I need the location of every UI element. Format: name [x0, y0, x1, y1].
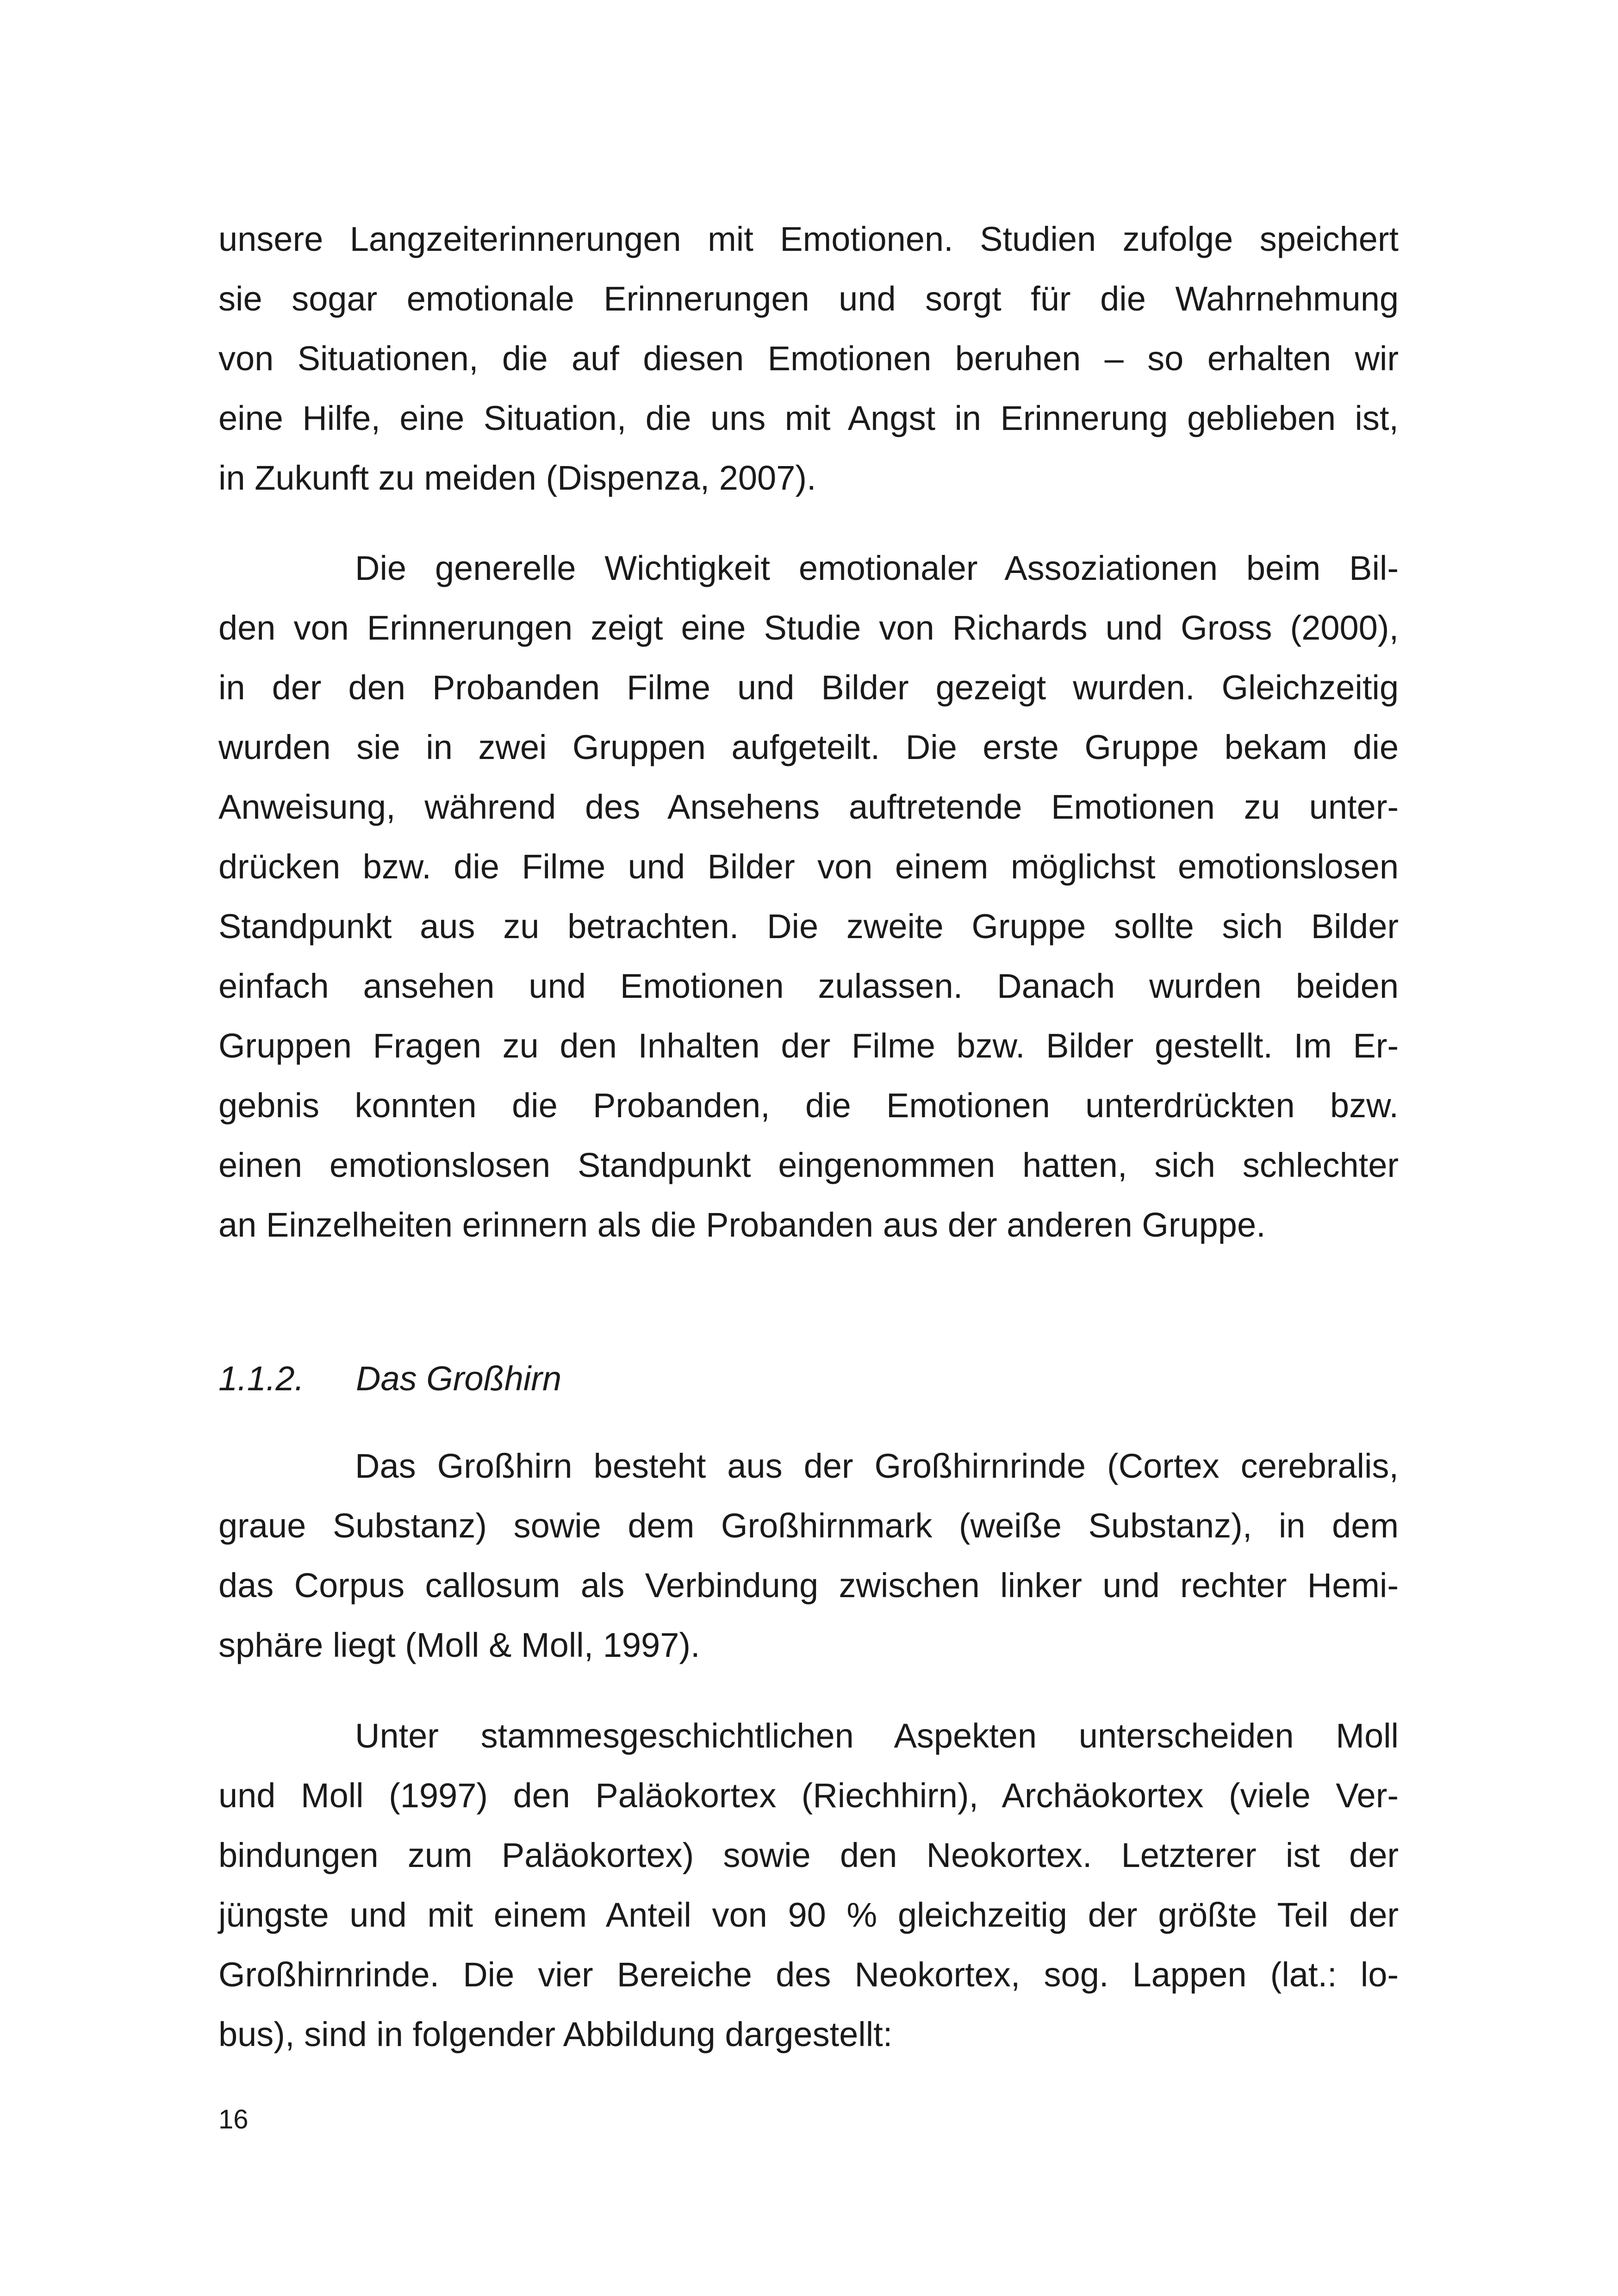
- text-line: einen emotionslosen Standpunkt eingenommen hatten, sich schlechter: [218, 1146, 1399, 1184]
- text-line: eine Hilfe, eine Situation, die uns mit Angst in Erinnerung geblieben ist,: [218, 399, 1399, 437]
- text-line: einfach ansehen und Emotionen zulassen. Danach wurden beiden: [218, 967, 1399, 1005]
- text-line: in der den Probanden Filme und Bilder gezeigt wurden. Gleichzeitig: [218, 668, 1399, 707]
- section-title: Das Großhirn: [356, 1359, 562, 1398]
- section-heading: [218, 1349, 1399, 1408]
- section-number: 1.1.2.: [218, 1359, 305, 1398]
- text-line: graue Substanz) sowie dem Großhirnmark (weiße Substanz), in dem: [218, 1506, 1399, 1545]
- text-line: Unter stammesgeschichtlichen Aspekten unterscheiden Moll: [355, 1717, 1399, 1755]
- text-line: sie sogar emotionale Erinnerungen und sorgt für die Wahrnehmung: [218, 280, 1399, 318]
- text-line: Gruppen Fragen zu den Inhalten der Filme bzw. Bilder gestellt. Im Er-: [218, 1027, 1399, 1065]
- paragraph: [218, 1436, 1399, 1675]
- paragraph: [218, 538, 1399, 1255]
- text-line: Standpunkt aus zu betrachten. Die zweite Gruppe sollte sich Bilder: [218, 907, 1399, 946]
- text-line: den von Erinnerungen zeigt eine Studie von Richards und Gross (2000),: [218, 609, 1399, 647]
- text-line: Großhirnrinde. Die vier Bereiche des Neokortex, sog. Lappen (lat.: lo-: [218, 1955, 1399, 1994]
- paragraph: [218, 209, 1399, 508]
- text-line: von Situationen, die auf diesen Emotionen beruhen – so erhalten wir: [218, 339, 1399, 378]
- page-number: 16: [218, 2104, 249, 2134]
- text-line: das Corpus callosum als Verbindung zwischen linker und rechter Hemi-: [218, 1566, 1399, 1605]
- text-line: sphäre liegt (Moll & Moll, 1997).: [218, 1626, 700, 1664]
- text-line: in Zukunft zu meiden (Dispenza, 2007).: [218, 459, 816, 497]
- text-line: bus), sind in folgender Abbildung dargestellt:: [218, 2015, 893, 2053]
- text-line: Die generelle Wichtigkeit emotionaler Assoziationen beim Bil-: [355, 549, 1399, 587]
- text-line: wurden sie in zwei Gruppen aufgeteilt. Die erste Gruppe bekam die: [218, 728, 1399, 766]
- text-line: an Einzelheiten erinnern als die Probanden aus der anderen Gruppe.: [218, 1206, 1266, 1244]
- text-line: jüngste und mit einem Anteil von 90 % gleichzeitig der größte Teil der: [218, 1896, 1399, 1934]
- text-line: bindungen zum Paläokortex) sowie den Neokortex. Letzterer ist der: [218, 1836, 1399, 1874]
- text-line: unsere Langzeiterinnerungen mit Emotionen. Studien zufolge speichert: [218, 220, 1399, 258]
- text-line: Anweisung, während des Ansehens auftretende Emotionen zu unter-: [218, 788, 1399, 826]
- text-line: gebnis konnten die Probanden, die Emotionen unterdrückten bzw.: [218, 1086, 1399, 1125]
- text-line: drücken bzw. die Filme und Bilder von einem möglichst emotionslosen: [218, 847, 1399, 886]
- text-line: Das Großhirn besteht aus der Großhirnrinde (Cortex cerebralis,: [355, 1447, 1399, 1485]
- paragraph: [218, 1706, 1399, 2064]
- text-line: und Moll (1997) den Paläokortex (Riechhirn), Archäokortex (viele Ver-: [218, 1776, 1399, 1815]
